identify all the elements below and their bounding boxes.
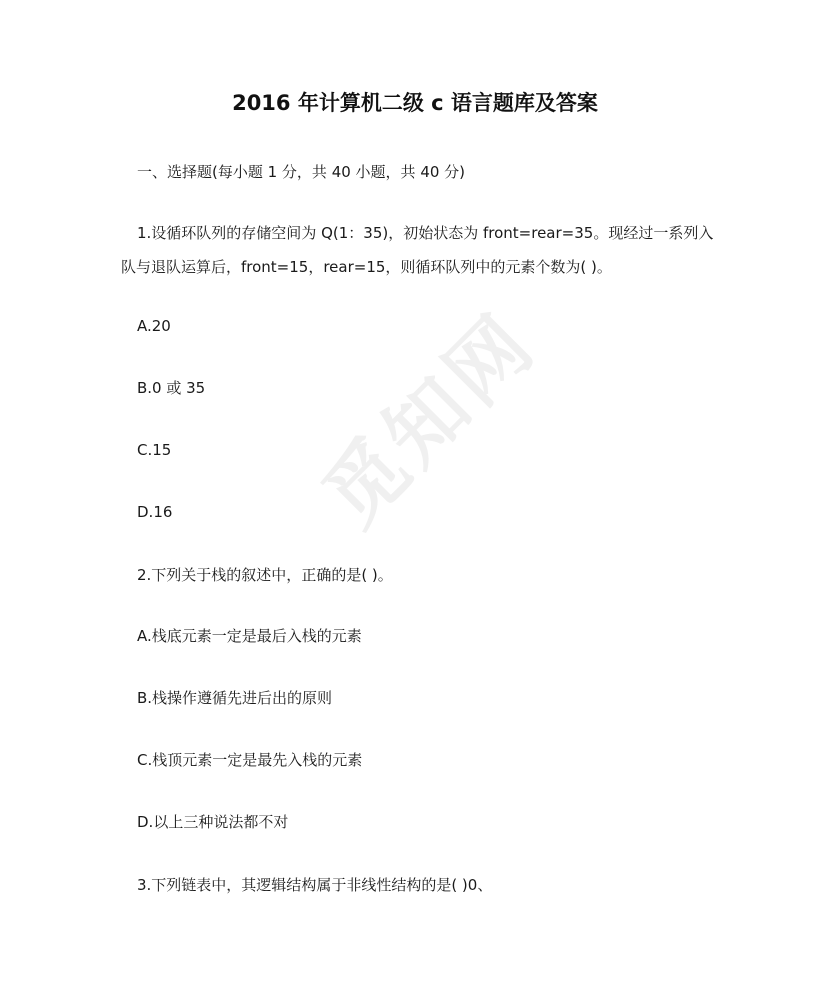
question-2-stem: 2.下列关于栈的叙述中，正确的是( )。 xyxy=(137,566,393,584)
question-2-option-c: C.栈顶元素一定是最先入栈的元素 xyxy=(137,751,363,769)
question-3-stem: 3.下列链表中，其逻辑结构属于非线性结构的是( )0、 xyxy=(137,876,493,894)
question-2-option-d: D.以上三种说法都不对 xyxy=(137,813,289,831)
question-1-option-b: B.0 或 35 xyxy=(137,379,206,397)
section-heading: 一、选择题(每小题 1 分，共 40 小题，共 40 分) xyxy=(137,163,466,181)
question-1-option-a: A.20 xyxy=(137,317,171,335)
watermark-text: 觅知网 xyxy=(305,295,554,544)
question-1-stem-line-1: 1.设循环队列的存储空间为 Q(1：35)，初始状态为 front=rear=35。现经过一系列入 xyxy=(137,224,714,242)
document-title: 2016 年计算机二级 c 语言题库及答案 xyxy=(232,91,598,115)
question-2-option-a: A.栈底元素一定是最后入栈的元素 xyxy=(137,627,362,645)
question-1-stem-line-2: 队与退队运算后，front=15，rear=15，则循环队列中的元素个数为( )。 xyxy=(121,258,612,276)
question-2-option-b: B.栈操作遵循先进后出的原则 xyxy=(137,689,333,707)
question-1-stem xyxy=(121,223,737,277)
question-1-option-d: D.16 xyxy=(137,503,173,521)
question-1-option-c: C.15 xyxy=(137,441,172,459)
